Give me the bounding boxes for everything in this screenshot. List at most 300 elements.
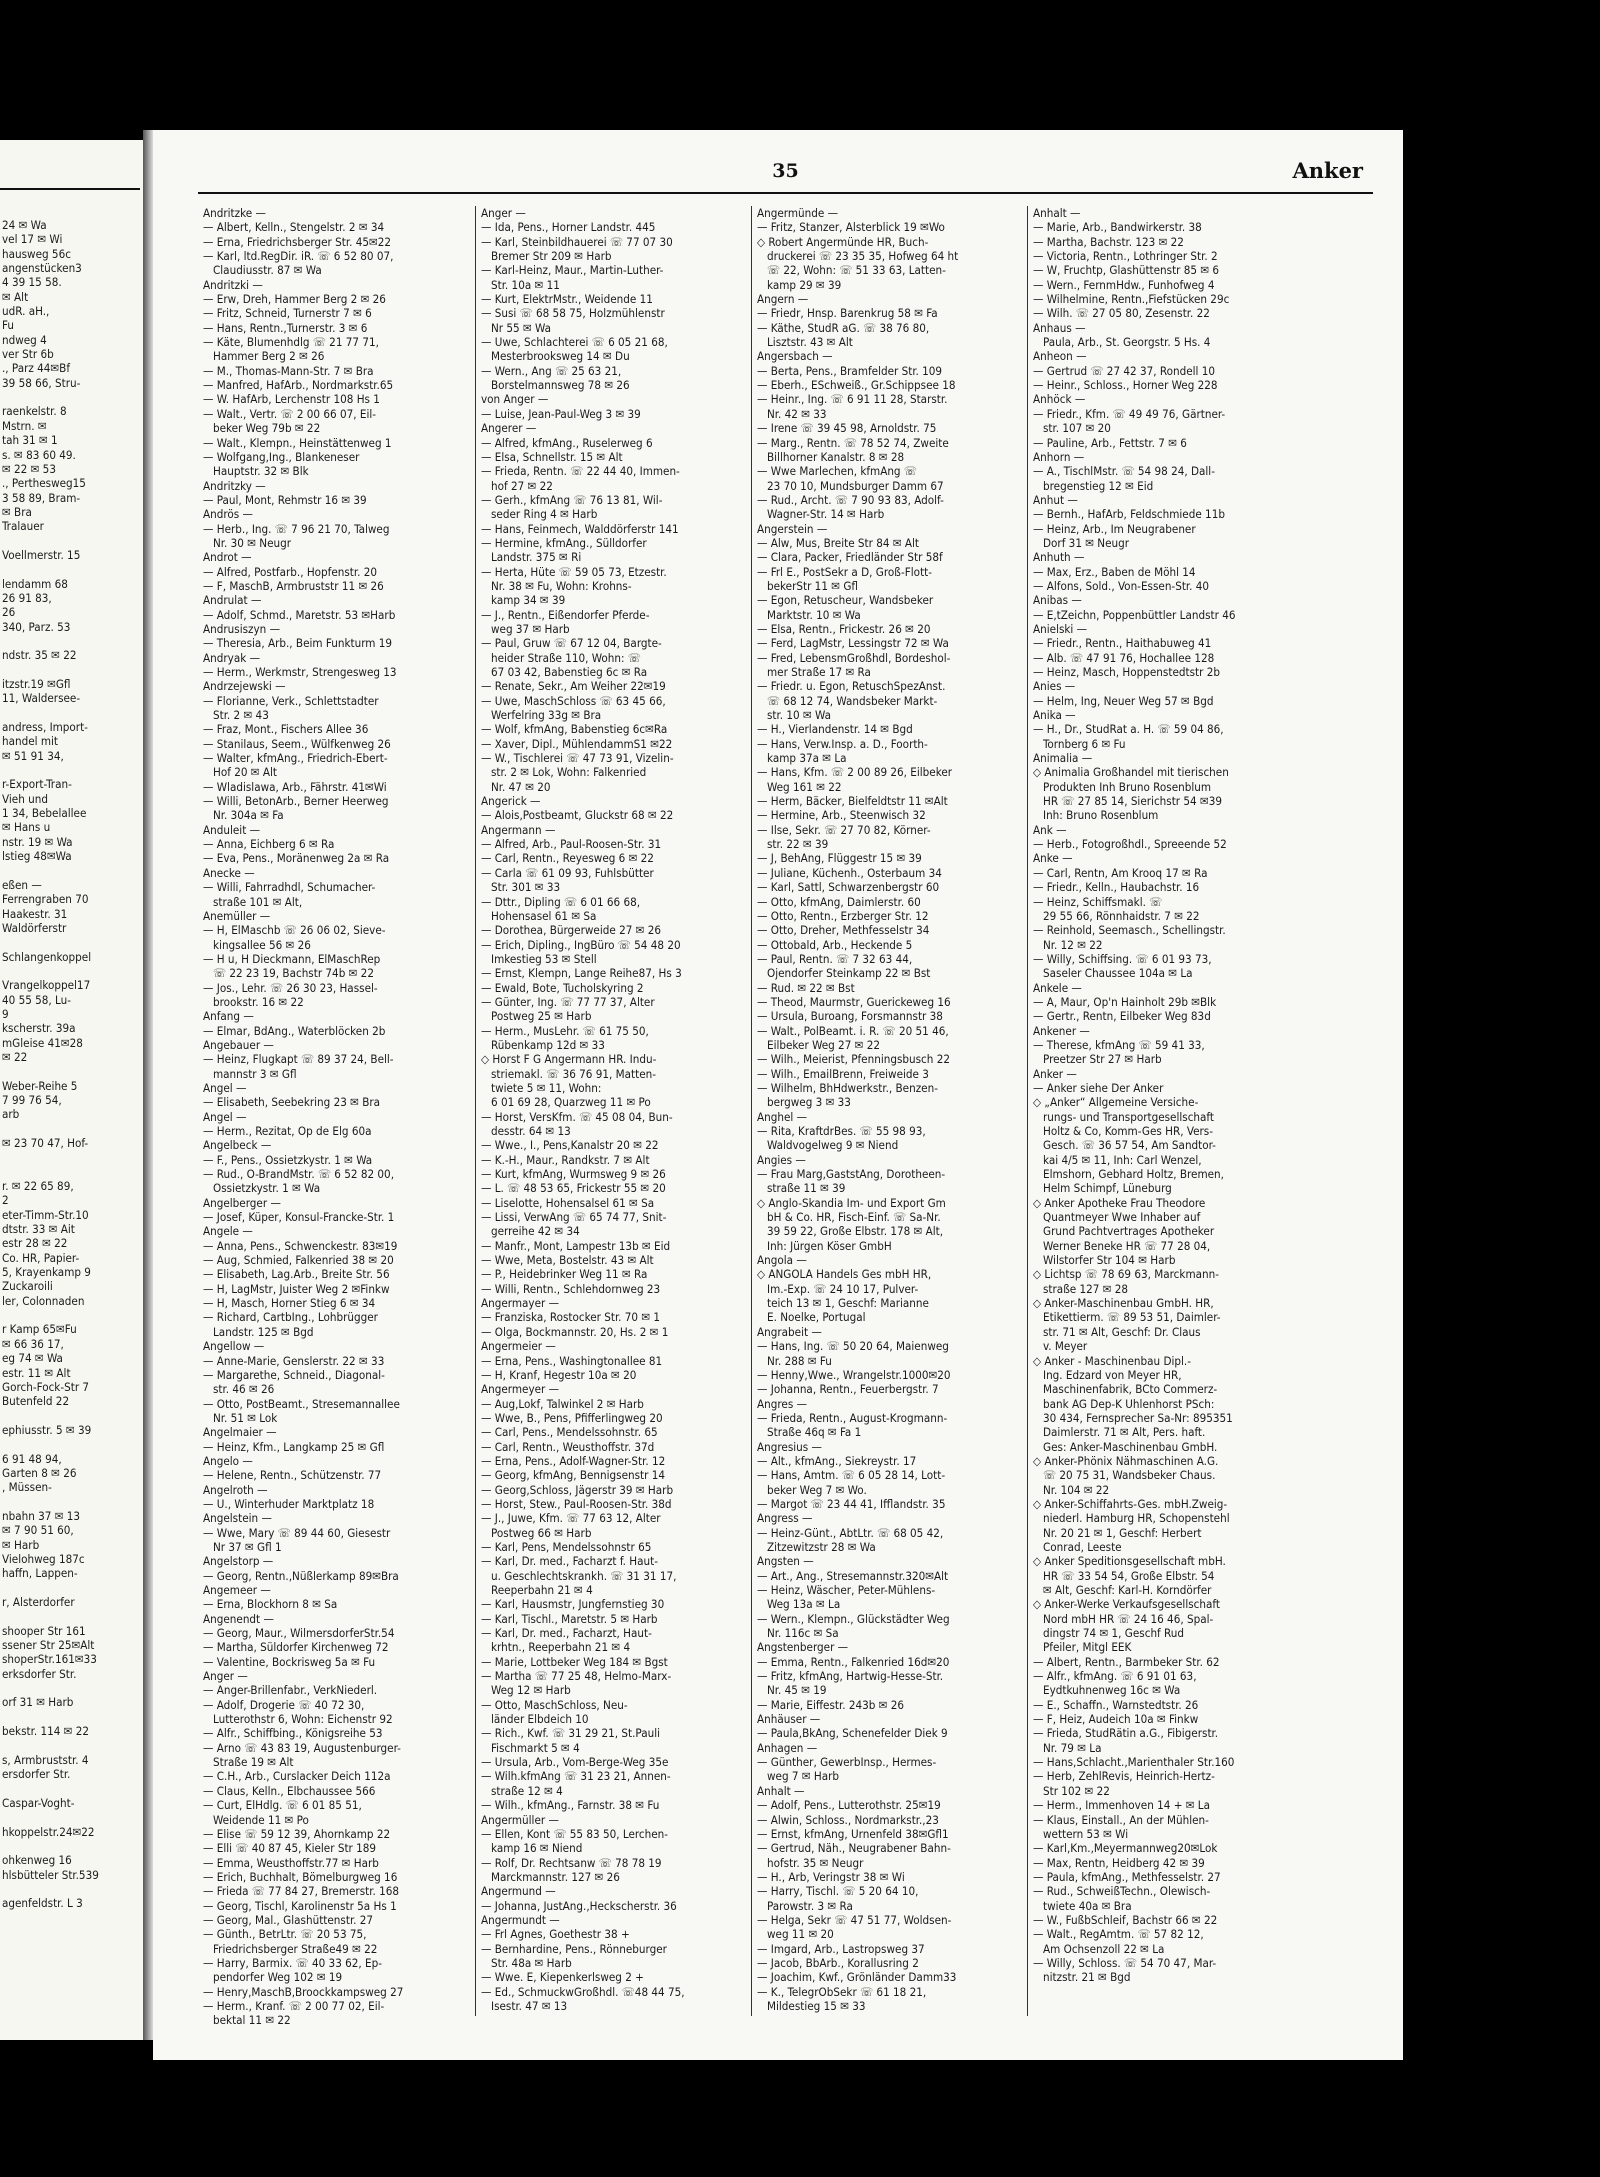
directory-entry: — Herm., Werkmstr, Strengesweg 13 [203,665,397,679]
directory-entry: Nr. 42 ✉ 33 [767,406,827,421]
directory-entry: — Aug, Schmied, Falkenried 38 ✉ 20 [203,1253,394,1268]
directory-entry: — Victoria, Rentn., Lothringer Str. 2 [1033,249,1218,264]
directory-entry: — Helene, Rentn., Schützenstr. 77 [203,1468,382,1483]
directory-entry: — Karl-Heinz, Maur., Martin-Luther- [481,263,664,278]
directory-entry: — Erna, Pens., Washingtonallee 81 [481,1353,663,1368]
surname-heading: Angel — [203,1109,247,1124]
directory-entry: Ojendorfer Steinkamp 22 ✉ Bst [767,966,931,981]
left-page-line: 26 [2,605,16,620]
directory-entry: — H., Vierlandenstr. 14 ✉ Bgd [757,722,913,737]
directory-entry: — Henry,MaschB,Broockkampsweg 27 [203,1984,404,1999]
left-page-line: dtstr. 33 ✉ Ait [2,1222,75,1237]
surname-heading: Andryak — [203,650,261,665]
surname-heading: Anduleit — [203,822,261,837]
directory-entry: — Berta, Pens., Bramfelder Str. 109 [757,363,943,378]
directory-entry: Im.-Exp. ☏ 24 10 17, Pulver- [767,1281,919,1296]
left-page-line: 7 99 76 54, [2,1092,62,1107]
directory-entry: — Kurt, kfmAng, Wurmsweg 9 ✉ 26 [481,1167,666,1182]
directory-entry: Str. 48a ✉ Harb [491,1955,572,1970]
surname-heading: Anhalt — [757,1783,805,1798]
directory-entry: — Fred, LebensmGroßhdl, Bordeshol- [757,650,951,665]
directory-entry: — Josef, Küper, Konsul-Francke-Str. 1 [203,1210,395,1225]
left-page-line: raenkelstr. 8 [2,404,67,419]
directory-entry: — P., Heidebrinker Weg 11 ✉ Ra [481,1267,648,1282]
directory-entry: Inh: Bruno Rosenblum [1043,808,1159,823]
directory-entry: — Anne-Marie, Genslerstr. 22 ✉ 33 [203,1353,385,1368]
surname-heading: von Anger — [481,392,549,407]
directory-entry: straße 127 ✉ 28 [1043,1281,1129,1296]
directory-entry: — Herb., Ing. ☏ 7 96 21 70, Talweg [203,521,390,536]
directory-entry: — Ida, Pens., Horner Landstr. 445 [481,220,656,235]
directory-column-4 [1033,206,1313,1985]
directory-entry: — Willy, Schloss. ☏ 54 70 47, Mar- [1033,1955,1217,1970]
directory-entry: — Carl, Pens., Mendelssohnstr. 65 [481,1425,658,1440]
left-page-line: itzstr.19 ✉Gfl [2,677,71,691]
directory-entry: — Ernst, Klempn, Lange Reihe87, Hs 3 [481,966,682,981]
directory-entry: — Herb., Fotogroßhdl., Spreeende 52 [1033,837,1227,852]
left-page-line [2,562,142,576]
directory-entry: wettern 53 ✉ Wi [1043,1826,1129,1841]
directory-entry: Wilstorfer Str 104 ✉ Harb [1043,1253,1176,1268]
surname-heading: Angermayer — [481,1296,560,1311]
directory-entry: Nr. 79 ✉ La [1043,1740,1102,1755]
directory-entry: ☏ 22, Wohn: ☏ 51 33 63, Latten- [767,263,946,278]
left-page-line: 6 91 48 94, [2,1451,62,1466]
directory-entry: Landstr. 125 ✉ Bgd [213,1324,314,1339]
directory-entry: Produkten Inh Bruno Rosenblum [1043,779,1212,794]
directory-entry: — Heinr., Schloss., Horner Weg 228 [1033,378,1218,393]
directory-entry: — Adolf, Pens., Lutterothstr. 25✉19 [757,1798,941,1813]
directory-entry: Weg 13a ✉ La [767,1597,841,1612]
directory-entry: — Anna, Pens., Schwenckestr. 83✉19 [203,1238,398,1253]
left-page-line [2,1609,142,1623]
directory-entry: krhtn., Reeperbahn 21 ✉ 4 [491,1640,631,1655]
left-page-line [2,1122,142,1136]
directory-entry: — Gertrud ☏ 27 42 37, Rondell 10 [1033,363,1216,378]
left-page-line: ✉ Hans u [2,820,51,835]
directory-entry: — Frieda, Rentn. ☏ 22 44 40, Immen- [481,464,680,479]
directory-entry: ◇ Anker-Maschinenbau GmbH. HR, [1033,1296,1214,1311]
left-page-line [2,534,142,548]
directory-entry: — Adolf, Schmd., Maretstr. 53 ✉Harb [203,607,396,622]
directory-entry: u. Geschlechtskrankh. ☏ 31 31 17, [491,1568,677,1583]
left-page-line: Voellmerstr. 15 [2,547,81,562]
directory-entry: — Ursula, Arb., Vom-Berge-Weg 35e [481,1755,669,1770]
directory-entry: bank AG Dep-K Uhlenhorst PSch: [1043,1396,1215,1411]
directory-entry: Parowstr. 3 ✉ Ra [767,1898,853,1913]
directory-entry: — Hans, Amtm. ☏ 6 05 28 14, Lott- [757,1468,946,1483]
surname-heading: Angsten — [757,1554,814,1569]
directory-entry: ◇ Anker Speditionsgesellschaft mbH. [1033,1554,1226,1569]
directory-entry: — Heinz, Wäscher, Peter-Mühlens- [757,1583,936,1597]
directory-entry: — E,tZeichn, Poppenbüttler Landstr 46 [1033,607,1236,622]
left-page-line: r. ✉ 22 65 89, [2,1179,74,1194]
left-page-line: ephiusstr. 5 ✉ 39 [2,1422,92,1437]
left-page-line: Weber-Reihe 5 [2,1078,78,1093]
directory-entry: — Alfons, Sold., Von-Essen-Str. 40 [1033,578,1210,593]
surname-heading: Anhuth — [1033,550,1085,565]
directory-entry: — Paula,BkAng, Schenefelder Diek 9 [757,1726,948,1741]
left-page-line: s. ✉ 83 60 49. [2,447,76,462]
left-page-line: 26 91 83, [2,590,52,605]
directory-entry: — Gertr., Rentn, Eilbeker Weg 83d [1033,1009,1211,1024]
left-page-line: ✉ 66 36 17, [2,1336,64,1351]
directory-entry: Postweg 25 ✉ Harb [491,1009,592,1024]
directory-entry: ◇ Anker-Phönix Nähmaschinen A.G. [1033,1453,1219,1468]
surname-heading: Anker — [1033,1066,1077,1081]
directory-entry: — Alfred, Postfarb., Hopfenstr. 20 [203,564,378,579]
directory-entry: HR ☏ 27 85 14, Sierichstr 54 ✉39 [1043,794,1222,809]
directory-entry: Werner Beneke HR ☏ 77 28 04, [1043,1238,1211,1253]
directory-entry: — Eberh., ESchweiß., Gr.Schippsee 18 [757,378,956,393]
book-gutter [143,130,153,2040]
directory-entry: — Kurt, ElektrMstr., Weidende 11 [481,292,653,307]
directory-entry: — Anna, Eichberg 6 ✉ Ra [203,837,335,852]
directory-entry: — W., FußbSchleif, Bachstr 66 ✉ 22 [1033,1912,1218,1927]
directory-entry: — Wilhelm, BhHdwerkstr., Benzen- [757,1080,938,1095]
surname-heading: Androt — [203,550,252,565]
directory-entry: — Friedr., Kelln., Haubachstr. 16 [1033,880,1200,895]
directory-entry: — Alfred, Arb., Paul-Roosen-Str. 31 [481,837,662,852]
directory-entry: — Karl, Sattl, Schwarzenbergstr 60 [757,880,940,895]
directory-entry: — Friedr. u. Egon, RetuschSpezAnst. [757,679,946,694]
directory-entry: Etikettierm. ☏ 89 53 51, Daimler- [1043,1310,1221,1325]
directory-entry: — Rita, KraftdrBes. ☏ 55 98 93, [757,1124,926,1138]
surname-heading: Angelo — [203,1453,253,1468]
left-page-line: eg 74 ✉ Wa [2,1351,63,1366]
directory-entry: — Manfr., Mont, Lampestr 13b ✉ Eid [481,1238,671,1253]
left-page-line [2,1495,142,1509]
left-page-line: Zuckaroili [2,1279,53,1294]
surname-heading: Angelberger — [203,1195,281,1210]
directory-entry: Ossietzkystr. 1 ✉ Wa [213,1181,321,1196]
directory-entry: Helm Schimpf, Lüneburg [1043,1181,1172,1196]
directory-entry: — Rud. ✉ 22 ✉ Bst [757,980,855,995]
left-page-line: 9 [2,1006,9,1021]
directory-entry: — Jacob, BbArb., Korallusring 2 [757,1955,919,1970]
left-page-column [2,218,142,1911]
surname-heading: Anke — [1033,851,1073,866]
directory-entry: Pfeiler, Mitgl EEK [1043,1640,1132,1655]
directory-column-3 [757,206,1022,2013]
directory-entry: — Martha ☏ 77 25 48, Helmo-Marx- [481,1669,672,1684]
directory-entry: — J., Juwe, Kfm. ☏ 77 63 12, Alter [481,1511,661,1526]
directory-entry: länder Elbdeich 10 [491,1712,589,1727]
left-page-line: udR. aH., [2,304,50,319]
directory-entry: — Karl, Tischl., Maretstr. 5 ✉ Harb [481,1611,658,1626]
directory-entry: ◇ Animalia Großhandel mit tierischen [1033,765,1229,780]
directory-entry: — Uwe, Schlachterei ☏ 6 05 21 68, [481,335,668,350]
directory-entry: Str. 301 ✉ 33 [491,880,561,895]
surname-heading: Angebauer — [203,1037,274,1052]
directory-entry: — Joachim, Kwf., Grönländer Damm33 [757,1970,957,1985]
left-page-line: Schlangenkoppel [2,949,92,964]
left-page-line: 340, Parz. 53 [2,619,71,634]
left-page-line: arb [2,1107,20,1122]
surname-heading: Angerick — [481,794,541,809]
left-page-line [2,1710,142,1724]
directory-entry: — F., Pens., Ossietzkystr. 1 ✉ Wa [203,1152,373,1167]
directory-entry: ◇ Horst F G Angermann HR. Indu- [481,1052,657,1067]
surname-heading: Angemeer — [203,1583,271,1597]
directory-entry: — Erich, Dipling., IngBüro ☏ 54 48 20 [481,937,681,952]
directory-entry: druckerei ☏ 23 35 35, Hofweg 64 ht [767,249,959,264]
surname-heading: Anhaus — [1033,320,1086,335]
surname-heading: Anecke — [203,865,255,880]
directory-entry: — Elsa, Schnellstr. 15 ✉ Alt [481,449,623,464]
left-page-line: ver Str 6b [2,347,54,362]
directory-entry: — H, Kranf, Hegestr 10a ✉ 20 [481,1367,637,1382]
left-page-line [2,1882,142,1896]
left-page-line: Haakestr. 31 [2,906,68,921]
directory-entry: Eilbeker Weg 27 ✉ 22 [767,1037,880,1052]
surname-heading: Angelmaier — [203,1425,277,1440]
directory-entry: — Albert, Rentn., Barmbeker Str. 62 [1033,1654,1220,1669]
directory-entry: Billhorner Kanalstr. 8 ✉ 28 [767,449,905,464]
directory-entry: — Alt., kfmAng., Siekreystr. 17 [757,1453,917,1468]
directory-entry: — Fritz, Schneid, Turnerstr 7 ✉ 6 [203,306,372,321]
directory-entry: kamp 37a ✉ La [767,751,847,766]
directory-entry: Ing. Edzard von Meyer HR, [1043,1367,1182,1382]
directory-entry: — Herm., Rezitat, Op de Elg 60a [203,1124,372,1138]
directory-entry: — Fritz, kfmAng, Hartwig-Hesse-Str. [757,1669,944,1684]
directory-entry: mannstr 3 ✉ Gfl [213,1066,297,1081]
directory-entry: E. Noelke, Portugal [767,1310,866,1325]
left-page-line: haffn, Lappen- [2,1566,78,1581]
left-page-line: 3 58 89, Bram- [2,490,81,505]
directory-entry: — Walt., Klempn., Heinstättenweg 1 [203,435,392,450]
directory-entry: — Max, Rentn, Heidberg 42 ✉ 39 [1033,1855,1205,1870]
directory-entry: Mesterbrooksweg 14 ✉ Du [491,349,630,364]
directory-entry: — Wolfgang,Ing., Blankeneser [203,449,360,464]
left-page-line: tah 31 ✉ 1 [2,433,58,448]
directory-entry: — Gerh., kfmAng ☏ 76 13 81, Wil- [481,492,663,507]
left-page-line: ndstr. 35 ✉ 22 [2,648,77,663]
directory-entry: — Wilhelmine, Rentn.,Fiefstücken 29c [1033,292,1230,307]
directory-entry: Preetzer Str 27 ✉ Harb [1043,1052,1162,1067]
directory-entry: — Wwe, B., Pens, Pfifferlingweg 20 [481,1410,663,1425]
directory-entry: Borstelmannsweg 78 ✉ 26 [491,378,630,393]
directory-entry: weg 11 ✉ 20 [767,1927,834,1942]
directory-entry: — Frl E., PostSekr a D, Groß-Flott- [757,564,933,579]
directory-entry: ◇ Anglo-Skandia Im- und Export Gm [757,1195,946,1210]
directory-entry: — Susi ☏ 68 58 75, Holzmühlenstr [481,306,665,321]
directory-entry: — J., Rentn., Eißendorfer Pferde- [481,607,650,622]
directory-entry: — Karl, Dr. med., Facharzt, Haut- [481,1626,652,1641]
directory-entry: — Frieda, Rentn., August-Krogmann- [757,1410,948,1425]
directory-entry: Bremer Str 209 ✉ Harb [491,249,612,264]
directory-entry: str. 10 ✉ Wa [767,708,831,723]
directory-entry: — Therese, kfmAng ☏ 59 41 33, [1033,1037,1205,1052]
left-page-line: Waldörferstr [2,920,67,935]
directory-entry: — Herm., MusLehr. ☏ 61 75 50, [481,1023,649,1038]
directory-entry: — Anker siehe Der Anker [1033,1080,1164,1095]
surname-heading: Anhagen — [757,1740,818,1755]
directory-entry: Marckmannstr. 127 ✉ 26 [491,1869,620,1884]
left-page-line: ssener Str 25✉Alt [2,1638,95,1653]
directory-entry: — Manfred, HafArb., Nordmarkstr.65 [203,378,394,393]
surname-heading: Animalia — [1033,751,1093,766]
directory-entry: Holtz & Co, Komm-Ges HR, Vers- [1043,1124,1213,1138]
surname-heading: Angrabeit — [757,1324,822,1339]
left-page-line: ohkenweg 16 [2,1853,72,1868]
directory-entry: — Günth., BetrLtr. ☏ 20 53 75, [203,1927,367,1942]
directory-entry: — Irene ☏ 39 45 98, Arnoldstr. 75 [757,421,937,436]
directory-entry: kamp 29 ✉ 39 [767,277,842,292]
directory-entry: — Heinz, Kfm., Langkamp 25 ✉ Gfl [203,1439,385,1454]
directory-entry: — Imgard, Arb., Lastropsweg 37 [757,1941,925,1956]
left-page-line: kscherstr. 39a [2,1021,76,1036]
directory-entry: — Wern., Klempn., Glückstädter Weg [757,1611,950,1626]
left-page-line [2,1165,142,1179]
directory-entry: — Dorothea, Bürgerweide 27 ✉ 26 [481,923,661,938]
left-page-line [2,1581,142,1595]
directory-entry: — Hans, Rentn.,Turnerstr. 3 ✉ 6 [203,320,368,335]
left-page-line: ✉ Harb [2,1537,40,1552]
left-page-fragment [0,140,143,2040]
directory-entry: — Paul, Mont, Rehmstr 16 ✉ 39 [203,492,367,507]
directory-entry: — Wwe. E, Kiepenkerlsweg 2 + [481,1970,644,1985]
directory-entry: — Olga, Bockmannstr. 20, Hs. 2 ✉ 1 [481,1324,669,1339]
directory-entry: bekerStr 11 ✉ Gfl [767,578,858,593]
directory-entry: — U., Winterhuder Marktplatz 18 [203,1496,375,1511]
left-page-line [2,1308,142,1322]
directory-entry: Str 102 ✉ 22 [1043,1783,1110,1798]
directory-entry: weg 7 ✉ Harb [767,1769,840,1784]
directory-entry: — Walt., PolBeamt. i. R. ☏ 20 51 46, [757,1023,949,1038]
left-page-line: agenfeldstr. L 3 [2,1896,83,1911]
directory-entry: — Willi, BetonArb., Berner Heerweg [203,794,389,809]
surname-heading: Anhöck — [1033,392,1086,407]
directory-entry: — Alfr., kfmAng. ☏ 6 91 01 63, [1033,1669,1197,1684]
directory-entry: — Herm, Bäcker, Bielfeldtstr 11 ✉Alt [757,794,948,809]
left-page-line: eßen — [2,877,42,892]
directory-entry: — Georg, Mal., Glashüttenstr. 27 [203,1912,374,1927]
surname-heading: Angelstorp — [203,1554,274,1569]
directory-entry: ◇ Robert Angermünde HR, Buch- [757,234,929,249]
directory-entry: — Otto, Dreher, Methfesselstr 34 [757,923,930,938]
surname-heading: Anfang — [203,1009,254,1024]
left-page-line [2,1810,142,1824]
directory-entry: — Claus, Kelln., Elbchaussee 566 [203,1783,376,1798]
directory-entry: — Georg, Maur., WilmersdorferStr.54 [203,1626,395,1641]
directory-entry: beker Weg 7 ✉ Wo. [767,1482,867,1497]
directory-entry: str. 71 ✉ Alt, Geschf: Dr. Claus [1043,1324,1201,1339]
left-page-line: Ferrengraben 70 [2,892,89,907]
directory-entry: — Wern., Ang ☏ 25 63 21, [481,363,622,378]
directory-entry: — Hermine, kfmAng., Sülldorfer [481,535,647,550]
directory-entry: — Wladislawa, Arb., Fährstr. 41✉Wi [203,779,387,794]
directory-column-1 [203,206,468,2028]
left-page-line: Gorch-Fock-Str 7 [2,1379,90,1394]
directory-entry: — Alois,Postbeamt, Gluckstr 68 ✉ 22 [481,808,674,823]
directory-entry: HR ☏ 33 54 54, Große Elbstr. 54 [1043,1568,1215,1583]
directory-entry: — Ernst, kfmAng, Urnenfeld 38✉Gfl1 [757,1826,949,1841]
directory-entry: striemakl. ☏ 36 76 91, Matten- [491,1066,657,1081]
directory-entry: heider Straße 110, Wohn: ☏ [491,650,641,665]
left-page-line: ., Perthesweg15 [2,476,86,491]
directory-entry: Nr. 304a ✉ Fa [213,808,284,823]
directory-entry: Wagner-Str. 14 ✉ Harb [767,507,885,522]
directory-entry: — Frieda, StudRätin a.G., Fibigerstr. [1033,1726,1219,1741]
directory-entry: — Carl, Rentn, Am Krooq 17 ✉ Ra [1033,865,1208,880]
directory-entry: — Horst, Stew., Paul-Roosen-Str. 38d [481,1496,672,1511]
left-page-line: vel 17 ✉ Wi [2,232,63,247]
surname-heading: Anger — [203,1669,248,1684]
directory-entry: twiete 5 ✉ 11, Wohn: [491,1080,602,1095]
left-page-line: Caspar-Voght- [2,1795,75,1810]
left-page-line: estr. 11 ✉ Alt [2,1365,71,1380]
directory-entry: — Johanna, Rentn., Feuerbergstr. 7 [757,1382,939,1397]
directory-entry: — Hans, Ing. ☏ 50 20 64, Maienweg [757,1339,949,1354]
directory-entry: — Richard, CartbIng., Lohbrügger [203,1310,378,1325]
directory-entry: Werfelring 33g ✉ Bra [491,708,602,723]
directory-entry: — W., Tischlerei ☏ 47 73 91, Vizelin- [481,751,674,766]
surname-heading: Ankener — [1033,1023,1090,1038]
directory-entry: — Wilh. ☏ 27 05 80, Zesenstr. 22 [1033,306,1210,321]
directory-entry: 6 01 69 28, Quarzweg 11 ✉ Po [491,1095,651,1110]
directory-entry: — Emma, Weusthoffstr.77 ✉ Harb [203,1855,379,1870]
directory-entry: Nr. 104 ✉ 22 [1043,1482,1110,1497]
left-page-line: 1 34, Bebelallee [2,806,87,821]
directory-entry: ◇ Lichtsp ☏ 78 69 63, Marckmann- [1033,1267,1219,1282]
directory-entry: — Margarethe, Schneid., Diagonal- [203,1367,385,1382]
column-divider [751,206,752,2016]
surname-heading: Angerstein — [757,521,828,536]
left-page-line: Tralauer [2,519,44,534]
directory-entry: — Heinz, Arb., Im Neugrabener [1033,521,1196,536]
directory-entry: — Alwin, Schloss., Nordmarkstr.,23 [757,1812,939,1827]
directory-entry: Quantmeyer Wwe Inhaber auf [1043,1210,1201,1225]
directory-entry: Gesch. ☏ 36 57 54, Am Sandtor- [1043,1138,1216,1153]
directory-entry: — Dttr., Dipling ☏ 6 01 66 68, [481,894,641,909]
directory-entry: — Juliane, Küchenh., Osterbaum 34 [757,865,942,880]
surname-heading: Angelbeck — [203,1138,272,1153]
directory-entry: — Valentine, Bockrisweg 5a ✉ Fu [203,1654,376,1669]
left-page-line: Vrangelkoppel17 [2,978,91,993]
directory-entry: — Otto, PostBeamt., Stresemannallee [203,1396,400,1411]
directory-entry: Landstr. 375 ✉ Ri [491,550,582,565]
left-page-line: s, Armbruststr. 4 [2,1752,89,1767]
directory-entry: straße 12 ✉ 4 [491,1783,563,1798]
directory-entry: — Carl, Rentn., Reyesweg 6 ✉ 22 [481,851,654,866]
directory-entry: — Willy, Schiffsing. ☏ 6 01 93 73, [1033,951,1212,966]
directory-entry: Weidende 11 ✉ Po [213,1812,309,1827]
surname-heading: Angola — [757,1253,807,1268]
directory-entry: — Wilh.kfmAng ☏ 31 23 21, Annen- [481,1769,671,1784]
directory-entry: 29 55 66, Rönnhaidstr. 7 ✉ 22 [1043,908,1200,923]
directory-entry: Str. 10a ✉ 11 [491,277,560,292]
directory-entry: — Friedr, Hnsp. Barenkrug 58 ✉ Fa [757,306,938,321]
left-page-line: ., Parz 44✉Bf [2,361,70,376]
surname-heading: Angress — [757,1511,813,1526]
directory-entry: Marktstr. 10 ✉ Wa [767,607,861,622]
directory-entry: — Käte, Blumenhdlg ☏ 21 77 71, [203,335,379,350]
left-page-line: 5, Krayenkamp 9 [2,1265,91,1280]
directory-entry: — Elsa, Rentn., Frickestr. 26 ✉ 20 [757,621,931,636]
directory-entry: Str. 2 ✉ 43 [213,708,269,723]
directory-entry: — Wwe, Mary ☏ 89 44 60, Giesestr [203,1525,391,1540]
surname-heading: Angermann — [481,822,556,837]
directory-entry: — Hans, Verw.Insp. a. D., Foorth- [757,736,928,751]
directory-entry: desstr. 64 ✉ 13 [491,1124,571,1138]
left-page-line: erksdorfer Str. [2,1666,77,1681]
directory-entry: mer Straße 17 ✉ Ra [767,665,871,679]
directory-entry: Hammer Berg 2 ✉ 26 [213,349,325,364]
directory-entry: — Bernh., HafArb, Feldschmiede 11b [1033,507,1225,522]
directory-entry: — Carla ☏ 61 09 93, Fuhlsbütter [481,865,654,880]
directory-entry: — Wilh., kfmAng., Farnstr. 38 ✉ Fu [481,1798,660,1813]
